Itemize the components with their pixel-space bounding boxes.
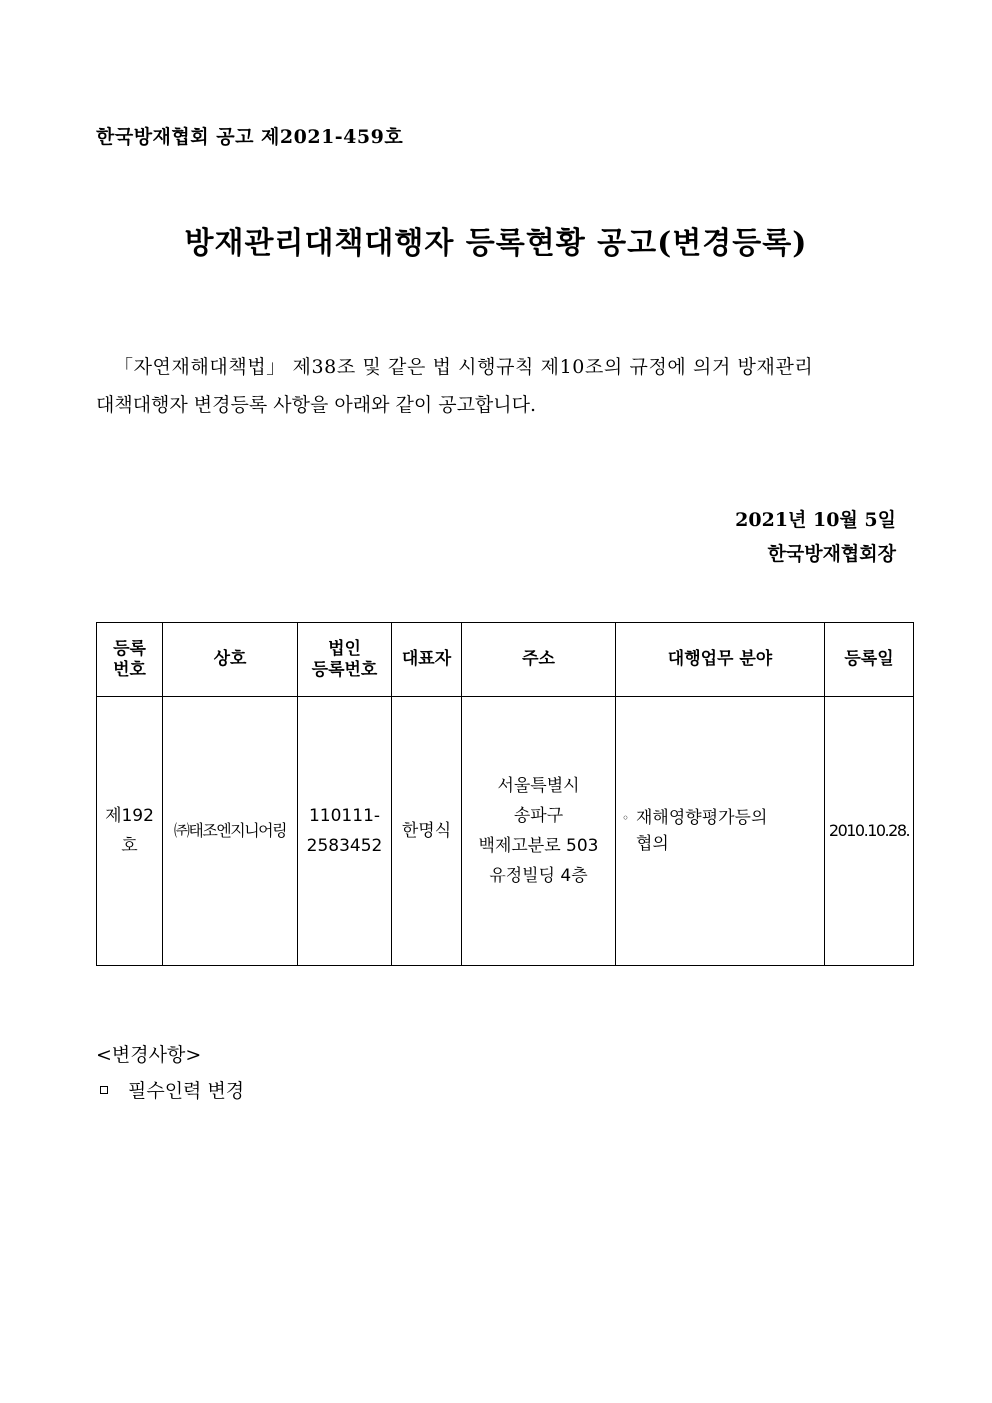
body-line-1: 「자연재해대책법」 제38조 및 같은 법 시행규칙 제10조의 규정에 의거 방재관리 bbox=[114, 356, 814, 378]
cell-corp-no bbox=[298, 697, 392, 966]
cell-field bbox=[616, 697, 825, 966]
cell-reg-date: 2010.10.28. bbox=[825, 697, 914, 966]
cell-corp-no-line1: 110111- bbox=[308, 806, 381, 826]
header-corp-no bbox=[298, 623, 392, 697]
header-field: 대행업무 분야 bbox=[616, 623, 825, 697]
issuer-name: 한국방재협회장 bbox=[767, 543, 896, 565]
cell-corp-no-line2: 2583452 bbox=[306, 836, 383, 856]
header-reg-no bbox=[97, 623, 163, 697]
cell-reg-no: 제192호 bbox=[97, 697, 163, 966]
cell-field-line1: 재해영향평가등의 bbox=[636, 808, 768, 828]
header-corp-no-line2: 등록번호 bbox=[311, 659, 378, 680]
cell-field-line2: 협의 bbox=[636, 834, 669, 854]
header-address: 주소 bbox=[462, 623, 616, 697]
header-reg-no-line2: 번호 bbox=[113, 659, 146, 680]
notice-number: 한국방재협회 공고 제2021-459호 bbox=[96, 126, 404, 148]
table-row bbox=[97, 697, 914, 966]
header-corp-no-line1: 법인 bbox=[328, 638, 361, 659]
notice-date: 2021년 10월 5일 bbox=[735, 509, 896, 531]
cell-address bbox=[462, 697, 616, 966]
square-bullet-icon bbox=[100, 1086, 108, 1094]
body-line-2: 대책대행자 변경등록 사항을 아래와 같이 공고합니다. bbox=[96, 394, 537, 416]
field-text bbox=[636, 805, 767, 857]
cell-address-line1: 서울특별시 bbox=[497, 776, 580, 796]
signature-block bbox=[735, 503, 896, 571]
registration-table bbox=[96, 622, 914, 966]
cell-company: ㈜태조엔지니어링 bbox=[163, 697, 298, 966]
changes-heading: <변경사항> bbox=[96, 1044, 202, 1066]
changes-item-text: 필수인력 변경 bbox=[128, 1080, 245, 1102]
body-paragraph bbox=[96, 348, 896, 424]
table-header-row bbox=[97, 623, 914, 697]
cell-address-line2: 송파구 bbox=[513, 806, 564, 826]
header-company: 상호 bbox=[163, 623, 298, 697]
changes-list-item bbox=[100, 1076, 244, 1103]
document-title: 방재관리대책대행자 등록현황 공고(변경등록) bbox=[184, 226, 808, 261]
header-representative: 대표자 bbox=[392, 623, 462, 697]
header-reg-date: 등록일 bbox=[825, 623, 914, 697]
cell-representative: 한명식 bbox=[392, 697, 462, 966]
cell-address-line4: 유정빌딩 4층 bbox=[489, 866, 588, 886]
field-bullet: ◦ bbox=[622, 811, 630, 825]
cell-address-line3: 백제고분로 503 bbox=[478, 836, 599, 856]
header-reg-no-line1: 등록 bbox=[113, 638, 146, 659]
